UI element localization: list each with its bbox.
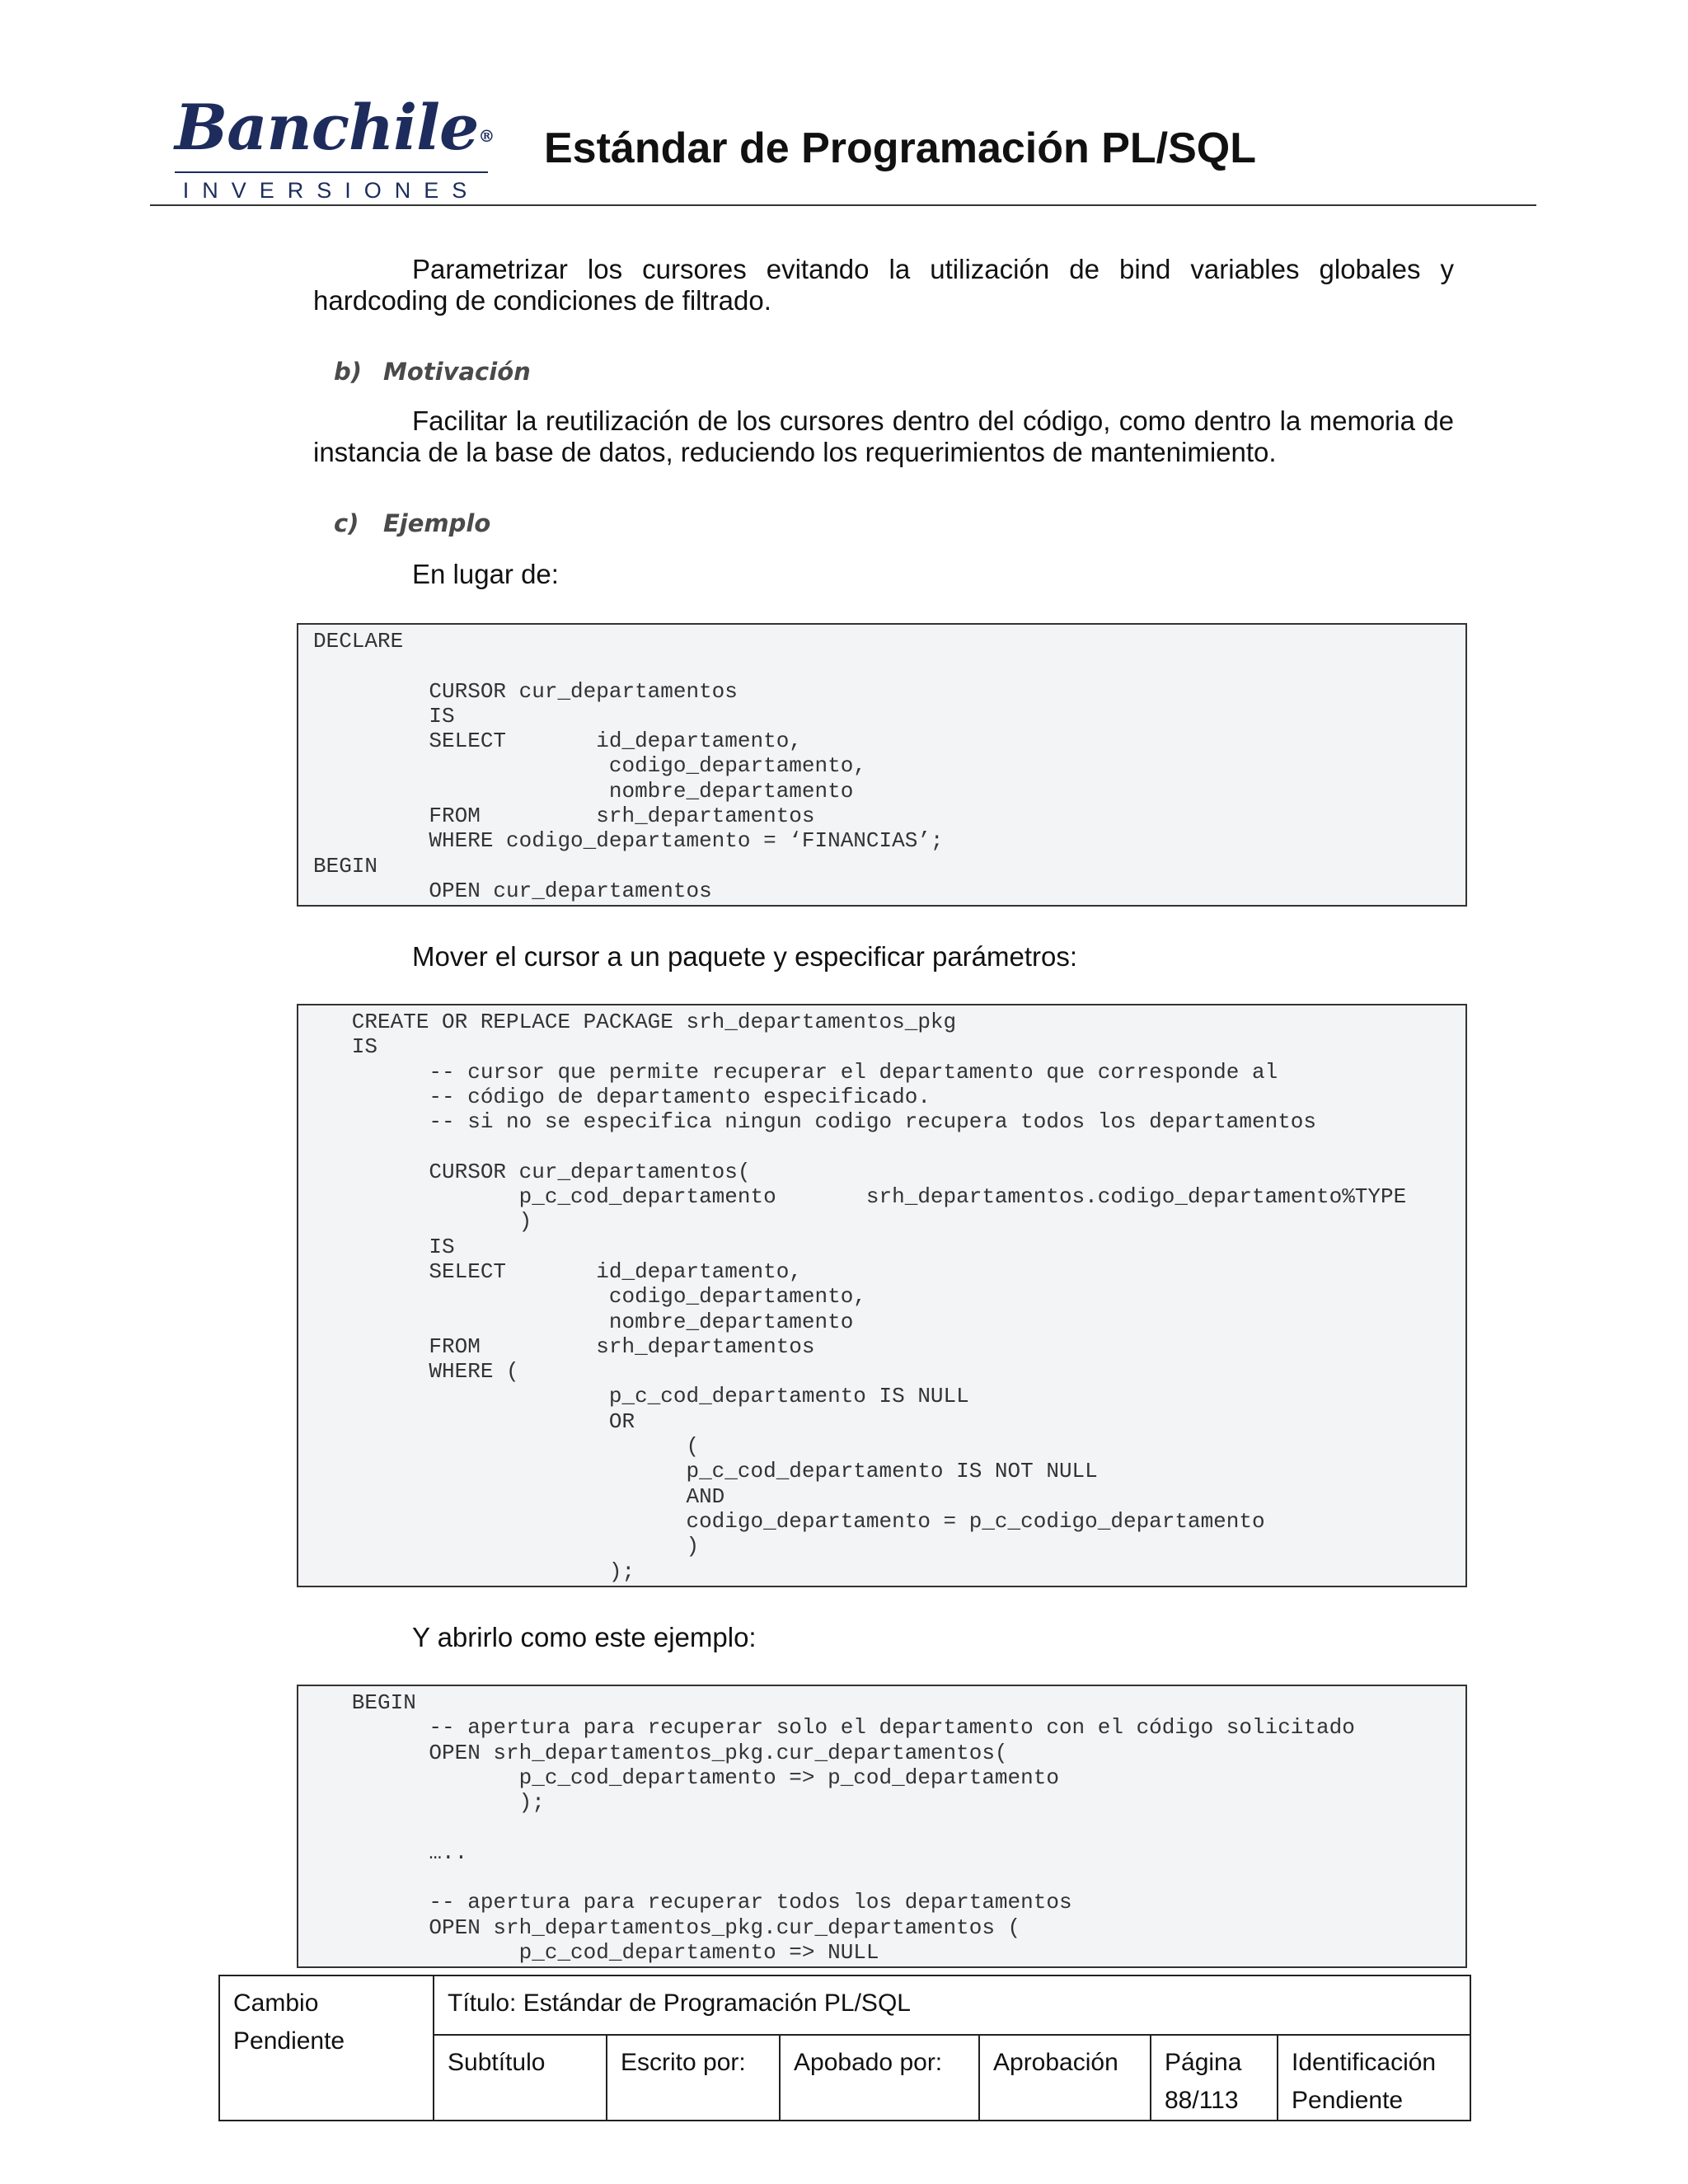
footer-cambio-cell — [219, 1975, 434, 2121]
section-label: c) — [334, 509, 359, 537]
logo-wordmark: Banchile® — [175, 91, 495, 164]
footer-pendiente-label: Pendiente — [233, 2027, 345, 2055]
footer-pagina-cell — [1151, 2035, 1278, 2121]
footer-pagina-number: 88/113 — [1165, 2087, 1239, 2114]
logo-divider — [175, 171, 488, 173]
intro-paragraph: Parametrizar los cursores evitando la utilización de bind variables globales y hardcoding de condiciones de filtrado. — [313, 254, 1454, 316]
section-label: b) — [334, 358, 363, 386]
footer-cambio-label: Cambio — [233, 1990, 319, 2017]
code-text: CREATE OR REPLACE PACKAGE srh_departamentos_pkg IS -- cursor que permite recuperar el departamento que corresponde al -- código de departamento especificado. -- si no se especifica ningun codigo recupera todos los departamentos CURSOR cur_departamentos( p_c_cod_departamento srh_departamentos.codigo_departamento%TYPE ) IS SELECT id_departamento, codigo_departamento, nombre_departamento FROM srh_departamentos WHERE ( p_c_cod_departamento IS NULL OR ( p_c_cod_departamento IS NOT NULL AND codigo_departamento = p_c_codigo_departamento ) ); — [351, 1010, 1407, 1584]
move-cursor-text: Mover el cursor a un paquete y especificar parámetros: — [412, 941, 1078, 972]
logo-subtitle: INVERSIONES — [182, 178, 481, 203]
footer-table — [218, 1975, 1471, 2121]
open-cursor-text: Y abrirlo como este ejemplo: — [412, 1622, 757, 1652]
section-title: Motivación — [383, 358, 531, 386]
section-title: Ejemplo — [383, 509, 491, 537]
code-block-open — [297, 1685, 1467, 1968]
motivacion-paragraph: Facilitar la reutilización de los cursores dentro del código, como dentro la memoria de instancia de la base de datos, reduciendo los requerimientos de mantenimiento. — [313, 405, 1454, 467]
section-heading-ejemplo — [334, 509, 490, 537]
banchile-logo — [175, 91, 495, 204]
section-heading-motivacion — [334, 358, 531, 386]
code-text: BEGIN -- apertura para recuperar solo el departamento con el código solicitado OPEN srh_departamentos_pkg.cur_departamentos( p_c_cod_departamento => p_cod_departamento ); ….. -- apertura para recuperar todos los departamentos OPEN srh_departamentos_pkg.cur_departamentos ( p_c_cod_departamento => NULL — [351, 1690, 1355, 1965]
footer-subtitulo-cell: Subtítulo — [434, 2035, 607, 2121]
page-header — [150, 82, 1536, 206]
code-block-package — [297, 1004, 1467, 1587]
footer-identificacion-label: Identificación — [1292, 2049, 1437, 2076]
ejemplo-intro-text: En lugar de: — [412, 559, 559, 589]
footer-apobado-cell: Apobado por: — [780, 2035, 979, 2121]
footer-aprobacion-cell: Aprobación — [979, 2035, 1151, 2121]
document-title: Estándar de Programación PL/SQL — [544, 124, 1256, 172]
footer-pagina-label: Página — [1165, 2049, 1242, 2076]
code-text: DECLARE CURSOR cur_departamentos IS SELECT id_departamento, codigo_departamento, nombre_departamento FROM srh_departamentos WHERE codigo_departamento = ‘FINANCIAS’; BEGIN OPEN cur_departamentos — [313, 629, 944, 903]
footer-identificacion-value: Pendiente — [1292, 2087, 1404, 2114]
footer-identificacion-cell — [1278, 2035, 1470, 2121]
footer-titulo-cell: Título: Estándar de Programación PL/SQL — [434, 1975, 1470, 2035]
footer-escrito-cell: Escrito por: — [607, 2035, 780, 2121]
code-block-original — [297, 623, 1467, 907]
